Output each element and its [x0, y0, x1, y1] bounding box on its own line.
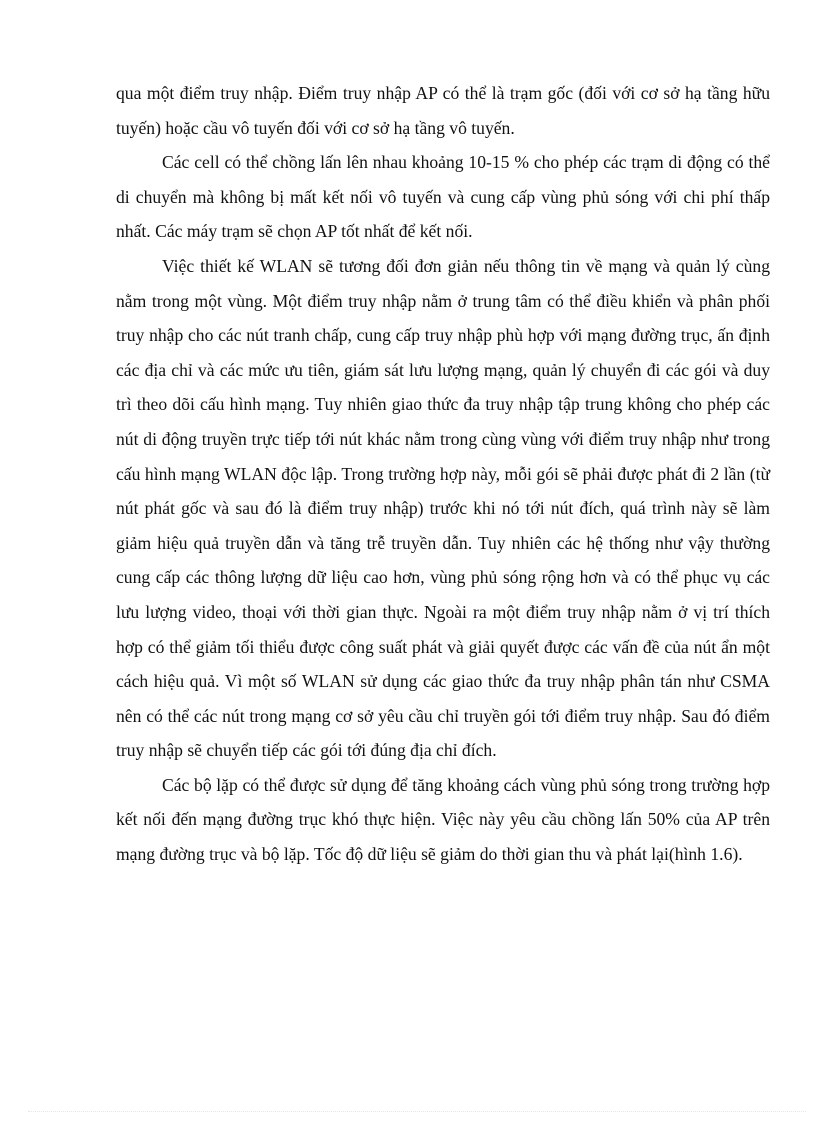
paragraph-3: Việc thiết kế WLAN sẽ tương đối đơn giản nếu thông tin về mạng và quản lý cùng nằm trong một vùng. Một điểm truy nhập nằm ở trung tâm có thể điều khiển và phân phối truy nhập cho các nút tranh chấp, cung cấp truy nhập phù hợp với mạng đường trục, ấn định các địa chỉ và các mức ưu tiên, giám sát lưu lượng mạng, quản lý chuyển đi các gói và duy trì theo dõi cấu hình mạng. Tuy nhiên giao thức đa truy nhập tập trung không cho phép các nút di động truyền trực tiếp tới nút khác nằm trong cùng vùng với điểm truy nhập như trong cấu hình mạng WLAN độc lập. Trong trường hợp này, mỗi gói sẽ phải được phát đi 2 lần (từ nút phát gốc và sau đó là điểm truy nhập) trước khi nó tới nút đích, quá trình này sẽ làm giảm hiệu quả truyền dẫn và tăng trễ truyền dẫn. Tuy nhiên các hệ thống như vậy thường cung cấp các thông lượng dữ liệu cao hơn, vùng phủ sóng rộng hơn và có thể phục vụ các lưu lượng video, thoại với thời gian thực. Ngoài ra một điểm truy nhập nằm ở vị trí thích hợp có thể giảm tối thiểu được công suất phát và giải quyết được các vấn đề của nút ẩn một cách hiệu quả. Vì một số WLAN sử dụng các giao thức đa truy nhập phân tán như CSMA nên có thể các nút trong mạng cơ sở yêu cầu chỉ truyền gói tới điểm truy nhập. Sau đó điểm truy nhập sẽ chuyển tiếp các gói tới đúng địa chỉ đích. [116, 255, 770, 761]
paragraph-1: qua một điểm truy nhập. Điểm truy nhập AP có thể là trạm gốc (đối với cơ sở hạ tầng hữu tuyến) hoặc cầu vô tuyến đối với cơ sở hạ tầng vô tuyến. [116, 83, 770, 138]
paragraph-4: Các bộ lặp có thể được sử dụng để tăng khoảng cách vùng phủ sóng trong trường hợp kết nối đến mạng đường trục khó thực hiện. Việc này yêu cầu chồng lấn 50% của AP trên mạng đường trục và bộ lặp. Tốc độ dữ liệu sẽ giảm do thời gian thu và phát lại(hình 1.6). [116, 774, 770, 865]
paragraph-2: Các cell có thể chồng lấn lên nhau khoảng 10-15 % cho phép các trạm di động có thể di chuyển mà không bị mất kết nối vô tuyến và cung cấp vùng phủ sóng với chi phí thấp nhất. Các máy trạm sẽ chọn AP tốt nhất để kết nối. [116, 152, 770, 242]
page-bottom-divider [28, 1111, 806, 1112]
body-text [116, 76, 770, 872]
